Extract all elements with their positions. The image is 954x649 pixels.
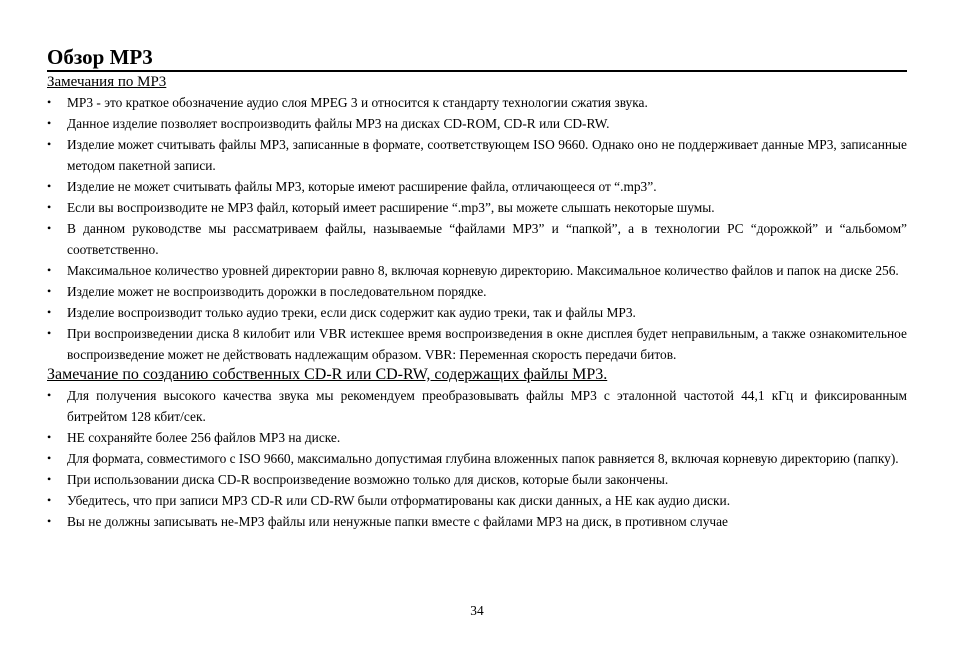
list-item xyxy=(47,469,907,490)
list-item-text: Для формата, совместимого с ISO 9660, максимально допустимая глубина вложенных папок равняется 8, включая корневую директорию (папку). xyxy=(67,451,899,466)
cd-creation-list xyxy=(47,385,907,532)
bullet-icon: • xyxy=(47,116,52,130)
list-item xyxy=(47,134,907,176)
list-item xyxy=(47,511,907,532)
bullet-icon: • xyxy=(47,200,52,214)
list-item-text: MP3 - это краткое обозначение аудио слоя MPEG 3 и относится к стандарту технологии сжатия звука. xyxy=(67,95,648,110)
section-heading-mp3-notes: Замечания по MP3 xyxy=(47,74,167,90)
bullet-icon: • xyxy=(47,430,52,444)
list-item-text: НЕ сохраняйте более 256 файлов MP3 на диске. xyxy=(67,430,341,445)
list-item-text: В данном руководстве мы рассматриваем файлы, называемые “файлами MP3” и “папкой”, а в технологии PC “дорожкой” и “альбомом” соответственно. xyxy=(67,221,907,257)
list-item xyxy=(47,176,907,197)
list-item xyxy=(47,281,907,302)
list-item-text: Если вы воспроизводите не MP3 файл, который имеет расширение “.mp3”, вы можете слышать некоторые шумы. xyxy=(67,200,715,215)
section-heading-cd-creation: Замечание по созданию собственных CD-R или CD-RW, содержащих файлы MP3. xyxy=(47,366,608,383)
page-title: Обзор MP3 xyxy=(47,44,907,72)
list-item xyxy=(47,385,907,427)
list-item xyxy=(47,260,907,281)
list-item-text: Изделие не может считывать файлы MP3, которые имеют расширение файла, отличающееся от “.mp3”. xyxy=(67,179,657,194)
bullet-icon: • xyxy=(47,305,52,319)
list-item-text: Убедитесь, что при записи MP3 CD-R или CD-RW были отформатированы как диски данных, а НЕ как аудио диски. xyxy=(67,493,731,508)
bullet-icon: • xyxy=(47,326,52,340)
list-item xyxy=(47,197,907,218)
mp3-notes-list xyxy=(47,92,907,365)
list-item-text: Данное изделие позволяет воспроизводить файлы MP3 на дисках CD-ROM, CD-R или CD-RW. xyxy=(67,116,610,131)
list-item xyxy=(47,427,907,448)
list-item-text: При воспроизведении диска 8 килобит или VBR истекшее время воспроизведения в окне дисплея будет неправильным, а также ознакомительное воспроизведение может не действовать надлежащим образом. VBR: Переменная скорость передачи битов. xyxy=(67,326,907,362)
bullet-icon: • xyxy=(47,451,52,465)
list-item xyxy=(47,92,907,113)
document-page xyxy=(47,44,907,532)
list-item-text: Максимальное количество уровней директории равно 8, включая корневую директорию. Максимальное количество файлов и папок на диске 256. xyxy=(67,263,899,278)
bullet-icon: • xyxy=(47,514,52,528)
list-item-text: При использовании диска CD-R воспроизведение возможно только для дисков, которые были закончены. xyxy=(67,472,669,487)
bullet-icon: • xyxy=(47,388,52,402)
bullet-icon: • xyxy=(47,263,52,277)
bullet-icon: • xyxy=(47,95,52,109)
list-item-text: Вы не должны записывать не-MP3 файлы или ненужные папки вместе с файлами MP3 на диск, в противном случае xyxy=(67,514,729,529)
bullet-icon: • xyxy=(47,284,52,298)
list-item-text: Изделие может не воспроизводить дорожки в последовательном порядке. xyxy=(67,284,487,299)
bullet-icon: • xyxy=(47,179,52,193)
bullet-icon: • xyxy=(47,472,52,486)
list-item xyxy=(47,448,907,469)
list-item-text: Для получения высокого качества звука мы рекомендуем преобразовывать файлы MP3 с эталонной частотой 44,1 кГц и фиксированным битрейтом 128 кбит/сек. xyxy=(67,388,907,424)
bullet-icon: • xyxy=(47,221,52,235)
list-item-text: Изделие воспроизводит только аудио треки, если диск содержит как аудио треки, так и файлы MP3. xyxy=(67,305,636,320)
bullet-icon: • xyxy=(47,137,52,151)
list-item xyxy=(47,218,907,260)
list-item xyxy=(47,490,907,511)
list-item xyxy=(47,302,907,323)
list-item-text: Изделие может считывать файлы MP3, записанные в формате, соответствующем ISO 9660. Однако оно не поддерживает данные MP3, записанные методом пакетной записи. xyxy=(67,137,907,173)
bullet-icon: • xyxy=(47,493,52,507)
list-item xyxy=(47,323,907,365)
list-item xyxy=(47,113,907,134)
page-number: 34 xyxy=(470,603,484,618)
